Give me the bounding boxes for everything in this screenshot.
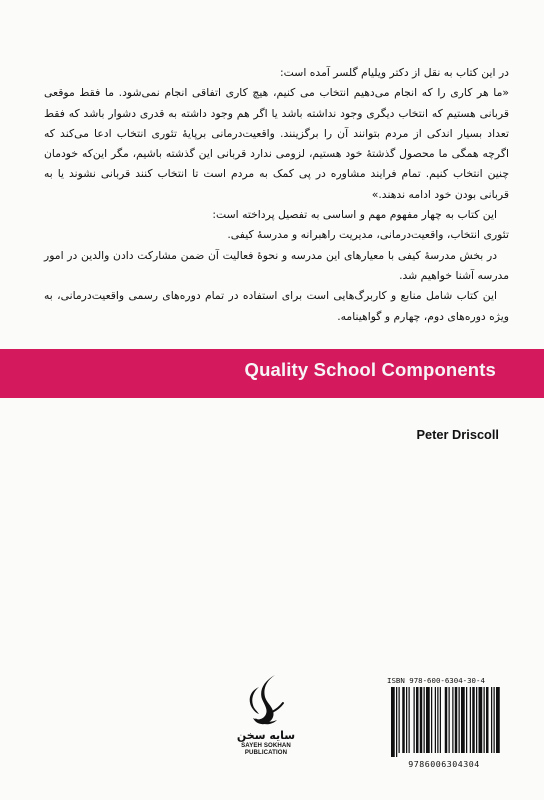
barcode-bar bbox=[455, 687, 458, 753]
barcode-bar bbox=[435, 687, 436, 753]
barcode-bar bbox=[466, 687, 467, 753]
synopsis-paragraph-3: این کتاب به چهار مفهوم مهم و اساسی به تفصیل پرداخته است: bbox=[212, 208, 497, 222]
synopsis-text bbox=[44, 63, 509, 327]
publisher-name-en: SAYEH SOKHAN bbox=[241, 742, 291, 749]
isbn-label: ISBN 978-600-6304-30-4 bbox=[387, 676, 485, 685]
barcode-bar bbox=[484, 687, 485, 753]
feather-quill-icon bbox=[238, 672, 294, 730]
barcode-bar bbox=[440, 687, 441, 753]
synopsis-paragraph-1: در این کتاب به نقل از دکتر ویلیام گلسر آمده است: bbox=[280, 66, 509, 79]
barcode-bar bbox=[420, 687, 423, 753]
barcode-bar bbox=[486, 687, 489, 753]
barcode-bar bbox=[406, 687, 407, 753]
publisher-subtitle: PUBLICATION bbox=[244, 749, 288, 756]
barcode-bar bbox=[391, 687, 395, 757]
barcode-bar bbox=[459, 687, 460, 753]
barcode-bar bbox=[437, 687, 438, 753]
barcode-bar bbox=[494, 687, 495, 753]
publisher-logo bbox=[231, 672, 301, 768]
barcode-bar bbox=[452, 687, 453, 753]
barcode-bar bbox=[424, 687, 425, 753]
barcode-bar bbox=[496, 687, 500, 753]
synopsis-paragraph-4: تئوری انتخاب، واقعیت‌درمانی، مدیریت راهبرانه و مدرسهٔ کیفی. bbox=[227, 228, 509, 242]
barcode-bar bbox=[409, 687, 410, 753]
barcode-bar bbox=[396, 687, 397, 757]
barcode-bar bbox=[476, 687, 477, 753]
author-name: Peter Driscoll bbox=[416, 427, 499, 442]
barcode-bar bbox=[402, 687, 405, 753]
barcode-bar bbox=[399, 687, 400, 753]
synopsis-quote: «ما هر کاری را که انجام می‌دهیم انتخاب می کنیم، هیچ کاری اتفاقی انجام نمی‌شود. ما فقط موقعی قربانی هستیم که انتخاب دیگری وجود نداشته باشد یا اگر هم وجود داشته به قدری دشوار باشد که فقط تعداد بسیار اندکی از مردم بتوانند آن را برگزینند. واقعیت‌درمانی برپایهٔ تئوری انتخاب ادعا می‌کند که اگرچه همگی ما محصول گذشتهٔ خود هستیم، لزومی ندارد قربانی این گذشته باشیم، مگر این‌که خودمان چنین انتخاب کنیم. تمام فرایند مشاوره در پی کمک به مردم است تا انتخاب کنند قربانی نشوند یا به قربانی بودن خود ادامه ندهند.» bbox=[44, 86, 509, 201]
isbn-barcode bbox=[387, 687, 501, 770]
barcode-bar bbox=[414, 687, 415, 753]
barcode-bar bbox=[472, 687, 475, 753]
title-band bbox=[0, 349, 544, 398]
barcode-bar bbox=[416, 687, 419, 753]
barcode-number: 9786006304304 bbox=[408, 759, 480, 769]
barcode-bar bbox=[461, 687, 465, 753]
barcode-bar bbox=[491, 687, 492, 753]
barcode-bar bbox=[431, 687, 432, 753]
barcode-bars bbox=[387, 687, 501, 757]
barcode-bar bbox=[445, 687, 448, 753]
synopsis-paragraph-6: این کتاب شامل منابع و کاربرگ‌هایی است برای استفاده در تمام دوره‌های رسمی واقعیت‌درمانی، به ویژه دوره‌های دوم، چهارم و گواهینامه. bbox=[44, 289, 509, 323]
book-title: Quality School Components bbox=[244, 359, 496, 380]
barcode-bar bbox=[479, 687, 483, 753]
barcode-bar bbox=[470, 687, 471, 753]
synopsis-paragraph-5: در بخش مدرسهٔ کیفی با معیارهای این مدرسه و نحوهٔ فعالیت آن ضمن مشارکت دادن والدین در امور مدرسه آشنا خواهیم شد. bbox=[44, 248, 509, 282]
barcode-bar bbox=[449, 687, 450, 753]
publisher-name-fa: سایه سخن bbox=[236, 729, 296, 742]
barcode-bar bbox=[426, 687, 430, 753]
